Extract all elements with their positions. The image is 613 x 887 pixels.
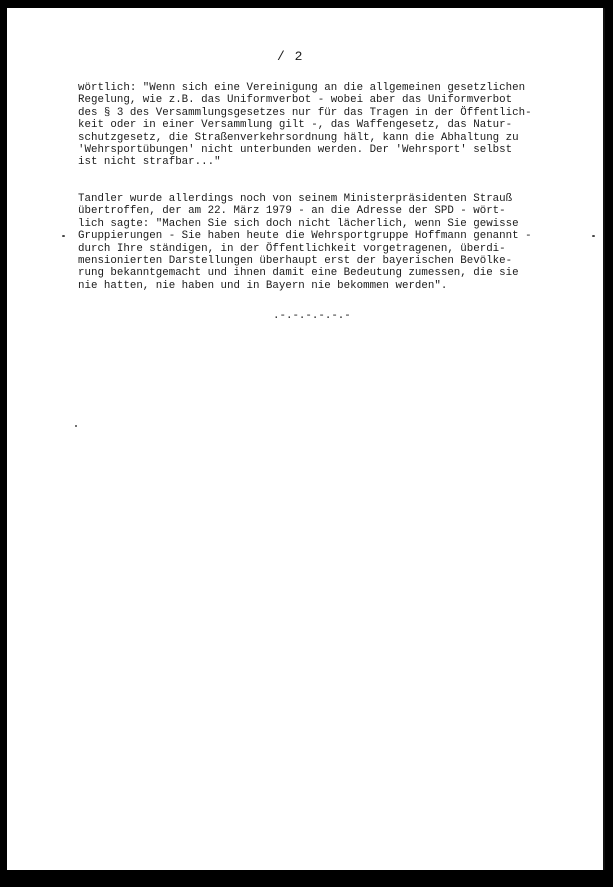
text-line: keit oder in einer Versammlung gilt -, das Waffengesetz, das Natur-: [78, 119, 513, 132]
text-line: Tandler wurde allerdings noch von seinem Ministerpräsidenten Strauß: [78, 193, 513, 205]
text-line: schutzgesetz, die Straßenverkehrsordnung hält, kann die Abhaltung zu: [78, 131, 519, 144]
page-number: / 2: [277, 49, 304, 64]
text-line: ist nicht strafbar...": [78, 156, 221, 169]
text-line: des § 3 des Versammlungsgesetzes nur für das Tragen in der Öffentlich-: [78, 106, 532, 119]
text-line: durch Ihre ständigen, in der Öffentlichkeit vorgetragenen, überdi-: [78, 242, 506, 255]
text-line: Gruppierungen - Sie haben heute die Wehrsportgruppe Hoffmann genannt -: [78, 230, 532, 243]
text-line: Regelung, wie z.B. das Uniformverbot - wobei aber das Uniformverbot: [78, 94, 513, 107]
text-line: rung bekanntgemacht und ihnen damit eine Bedeutung zumessen, die sie: [78, 267, 519, 280]
text-line: lich sagte: "Machen Sie sich doch nicht lächerlich, wenn Sie gewisse: [78, 217, 519, 230]
document-page: [7, 8, 605, 870]
paragraph-quote-tandler: [78, 82, 598, 169]
text-line: mensionierten Darstellungen überhaupt erst der bayerischen Bevölke-: [78, 255, 513, 268]
text-line: übertroffen, der am 22. März 1979 - an die Adresse der SPD - wört-: [78, 205, 506, 218]
section-separator: .-.-.-.-.-.-: [273, 310, 351, 322]
scan-speck: [592, 235, 595, 237]
text-line: wörtlich: "Wenn sich eine Vereinigung an die allgemeinen gesetzlichen: [78, 82, 526, 94]
scan-speck: [75, 425, 77, 427]
scan-speck: [62, 235, 65, 237]
paragraph-quote-strauss: [78, 193, 598, 292]
text-line: 'Wehrsportübungen' nicht unterbunden werden. Der 'Wehrsport' selbst: [78, 144, 513, 157]
text-line: nie hatten, nie haben und in Bayern nie bekommen werden".: [78, 279, 448, 292]
